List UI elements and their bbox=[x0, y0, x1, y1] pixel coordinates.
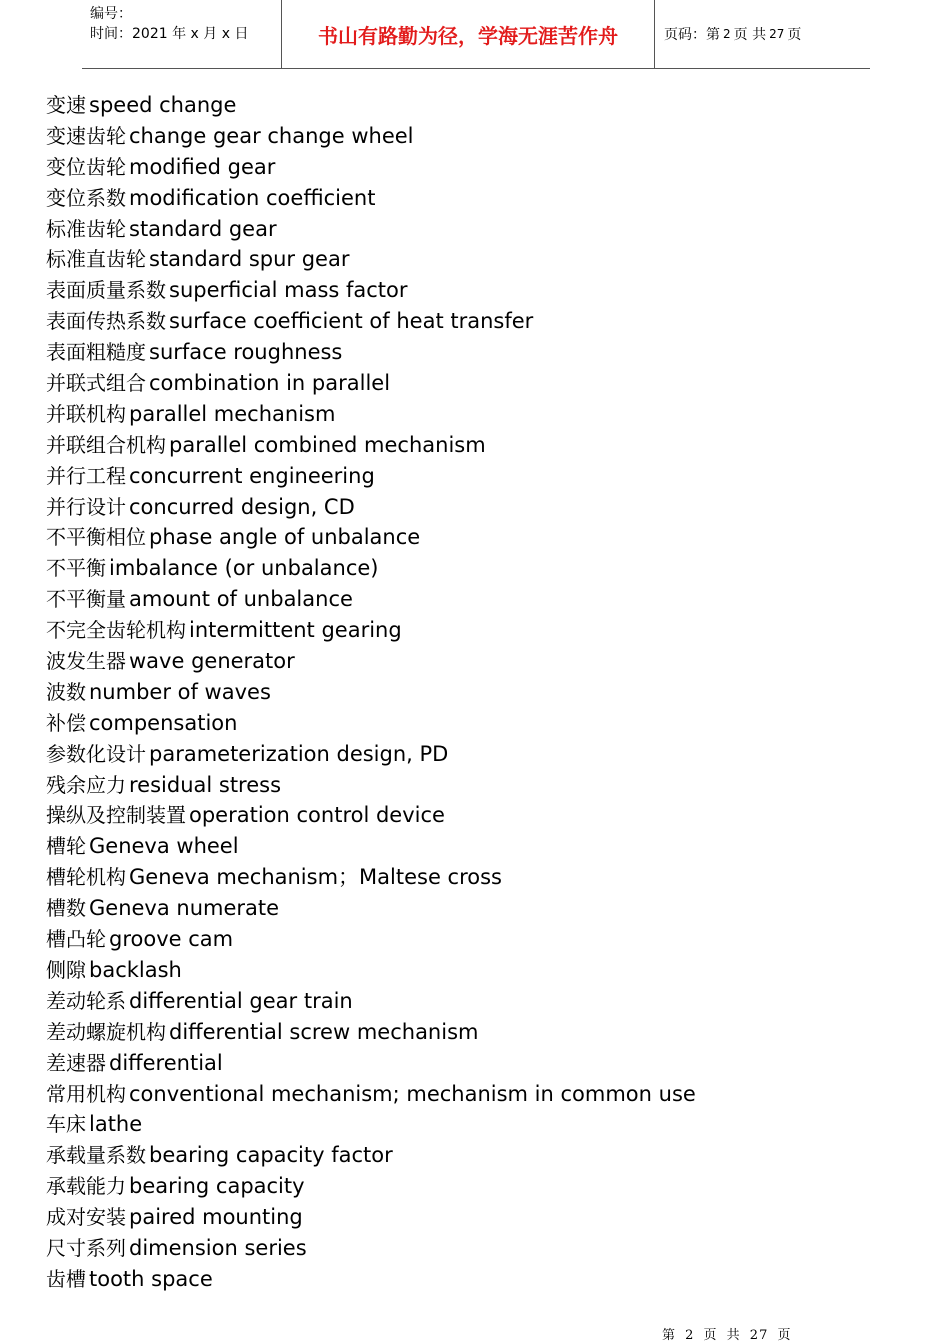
term-chinese: 齿槽 bbox=[46, 1266, 86, 1291]
glossary-entry bbox=[46, 800, 696, 831]
term-english: backlash bbox=[89, 957, 182, 982]
glossary-entry bbox=[46, 368, 696, 399]
term-english: differential bbox=[109, 1050, 223, 1075]
term-english: phase angle of unbalance bbox=[149, 525, 421, 550]
glossary-entry bbox=[46, 1048, 696, 1079]
term-english: wave generator bbox=[129, 649, 295, 674]
term-chinese: 承载能力 bbox=[46, 1174, 126, 1199]
glossary-entry bbox=[46, 244, 696, 275]
document-time-label: 时间：2021 年 x 月 x 日 bbox=[90, 26, 249, 42]
glossary-entry bbox=[46, 275, 696, 306]
term-chinese: 常用机构 bbox=[46, 1081, 126, 1106]
page-suffix: 页 bbox=[787, 27, 802, 43]
term-chinese: 车床 bbox=[46, 1112, 86, 1137]
term-english: modified gear bbox=[129, 154, 276, 179]
term-english: speed change bbox=[89, 93, 237, 117]
glossary-entry bbox=[46, 306, 696, 337]
term-chinese: 表面传热系数 bbox=[46, 309, 166, 334]
term-chinese: 变位系数 bbox=[46, 185, 126, 210]
term-chinese: 差速器 bbox=[46, 1050, 106, 1075]
term-english: concurrent engineering bbox=[129, 463, 375, 488]
term-english: amount of unbalance bbox=[129, 587, 353, 612]
term-english: intermittent gearing bbox=[189, 618, 402, 643]
term-english: tooth space bbox=[89, 1266, 213, 1291]
term-english: bearing capacity bbox=[129, 1174, 305, 1199]
term-chinese: 标准直齿轮 bbox=[46, 247, 146, 272]
term-chinese: 不平衡 bbox=[46, 556, 106, 581]
term-chinese: 波发生器 bbox=[46, 649, 126, 674]
glossary-entry bbox=[46, 893, 696, 924]
term-english: surface coefficient of heat transfer bbox=[169, 309, 534, 334]
glossary-entry bbox=[46, 492, 696, 523]
term-english: modification coefficient bbox=[129, 185, 376, 210]
glossary-entry bbox=[46, 986, 696, 1017]
term-english: operation control device bbox=[189, 803, 445, 828]
glossary-entry bbox=[46, 430, 696, 461]
term-english: parameterization design, PD bbox=[149, 741, 449, 766]
glossary-entry bbox=[46, 1140, 696, 1171]
term-english: residual stress bbox=[129, 772, 282, 797]
glossary-entry bbox=[46, 1202, 696, 1233]
term-chinese: 承载量系数 bbox=[46, 1143, 146, 1168]
glossary-entry bbox=[46, 461, 696, 492]
term-chinese: 槽轮 bbox=[46, 834, 86, 859]
glossary-entry bbox=[46, 553, 696, 584]
term-chinese: 侧隙 bbox=[46, 957, 86, 982]
glossary-entry bbox=[46, 770, 696, 801]
glossary-entry bbox=[46, 955, 696, 986]
term-english: number of waves bbox=[89, 679, 271, 704]
glossary-entry bbox=[46, 831, 696, 862]
glossary-list bbox=[46, 90, 696, 1295]
glossary-entry bbox=[46, 337, 696, 368]
term-chinese: 残余应力 bbox=[46, 772, 126, 797]
term-english: surface roughness bbox=[149, 340, 343, 365]
term-chinese: 表面粗糙度 bbox=[46, 340, 146, 365]
term-chinese: 不完全齿轮机构 bbox=[46, 618, 186, 643]
term-chinese: 变位齿轮 bbox=[46, 154, 126, 179]
term-english: dimension series bbox=[129, 1235, 307, 1260]
page-prefix: 页码：第 bbox=[664, 27, 720, 43]
term-english: compensation bbox=[89, 710, 238, 735]
term-english: parallel mechanism bbox=[129, 401, 336, 426]
term-chinese: 标准齿轮 bbox=[46, 216, 126, 241]
glossary-entry bbox=[46, 214, 696, 245]
page-current: 2 bbox=[723, 27, 731, 41]
term-english: differential screw mechanism bbox=[169, 1019, 479, 1044]
term-english: concurred design, CD bbox=[129, 494, 355, 519]
term-english: Geneva numerate bbox=[89, 896, 280, 921]
term-chinese: 不平衡相位 bbox=[46, 525, 146, 550]
glossary-entry bbox=[46, 1017, 696, 1048]
glossary-entry bbox=[46, 152, 696, 183]
page-footer: 第 2 页 共 27 页 bbox=[662, 1328, 792, 1343]
term-chinese: 补偿 bbox=[46, 710, 86, 735]
header-page-indicator bbox=[655, 0, 870, 68]
term-chinese: 并行工程 bbox=[46, 463, 126, 488]
term-chinese: 并行设计 bbox=[46, 494, 126, 519]
term-chinese: 变速 bbox=[46, 93, 86, 117]
term-english: lathe bbox=[89, 1112, 143, 1137]
term-chinese: 槽凸轮 bbox=[46, 927, 106, 952]
glossary-entry bbox=[46, 1264, 696, 1295]
term-english: paired mounting bbox=[129, 1205, 303, 1230]
glossary-entry bbox=[46, 739, 696, 770]
term-chinese: 差动螺旋机构 bbox=[46, 1019, 166, 1044]
glossary-entry bbox=[46, 584, 696, 615]
glossary-entry bbox=[46, 399, 696, 430]
term-english: imbalance (or unbalance) bbox=[109, 556, 379, 581]
term-english: differential gear train bbox=[129, 988, 353, 1013]
glossary-entry bbox=[46, 522, 696, 553]
term-chinese: 变速齿轮 bbox=[46, 123, 126, 148]
glossary-entry bbox=[46, 183, 696, 214]
term-english: combination in parallel bbox=[149, 371, 391, 396]
glossary-entry bbox=[46, 677, 696, 708]
term-english: groove cam bbox=[109, 927, 234, 952]
term-chinese: 槽数 bbox=[46, 896, 86, 921]
glossary-entry bbox=[46, 615, 696, 646]
term-english: Geneva wheel bbox=[89, 834, 239, 859]
document-number-label: 编号： bbox=[90, 6, 132, 22]
glossary-entry bbox=[46, 1171, 696, 1202]
term-english: standard spur gear bbox=[149, 247, 350, 272]
header-meta-cell bbox=[82, 0, 281, 68]
term-chinese: 表面质量系数 bbox=[46, 278, 166, 303]
glossary-entry bbox=[46, 862, 696, 893]
page-header bbox=[82, 0, 870, 69]
term-english: bearing capacity factor bbox=[149, 1143, 393, 1168]
term-chinese: 槽轮机构 bbox=[46, 865, 126, 890]
glossary-entry bbox=[46, 1109, 696, 1140]
term-english: standard gear bbox=[129, 216, 277, 241]
term-chinese: 参数化设计 bbox=[46, 741, 146, 766]
term-chinese: 并联式组合 bbox=[46, 371, 146, 396]
glossary-entry bbox=[46, 646, 696, 677]
glossary-entry bbox=[46, 708, 696, 739]
term-english: change gear change wheel bbox=[129, 123, 414, 148]
page-total: 27 bbox=[769, 27, 785, 41]
glossary-entry bbox=[46, 924, 696, 955]
term-chinese: 波数 bbox=[46, 679, 86, 704]
glossary-entry bbox=[46, 90, 696, 121]
term-chinese: 并联机构 bbox=[46, 401, 126, 426]
term-english: Geneva mechanism；Maltese cross bbox=[129, 865, 502, 890]
term-english: conventional mechanism; mechanism in common use bbox=[129, 1081, 696, 1106]
term-chinese: 操纵及控制装置 bbox=[46, 803, 186, 828]
term-english: parallel combined mechanism bbox=[169, 432, 486, 457]
glossary-entry bbox=[46, 1079, 696, 1110]
term-chinese: 尺寸系列 bbox=[46, 1235, 126, 1260]
term-chinese: 差动轮系 bbox=[46, 988, 126, 1013]
term-english: superficial mass factor bbox=[169, 278, 408, 303]
term-chinese: 不平衡量 bbox=[46, 587, 126, 612]
glossary-entry bbox=[46, 121, 696, 152]
term-chinese: 并联组合机构 bbox=[46, 432, 166, 457]
header-motto: 书山有路勤为径，学海无涯苦作舟 bbox=[281, 0, 655, 68]
term-chinese: 成对安装 bbox=[46, 1205, 126, 1230]
glossary-entry bbox=[46, 1233, 696, 1264]
page-mid: 页 共 bbox=[733, 27, 767, 43]
